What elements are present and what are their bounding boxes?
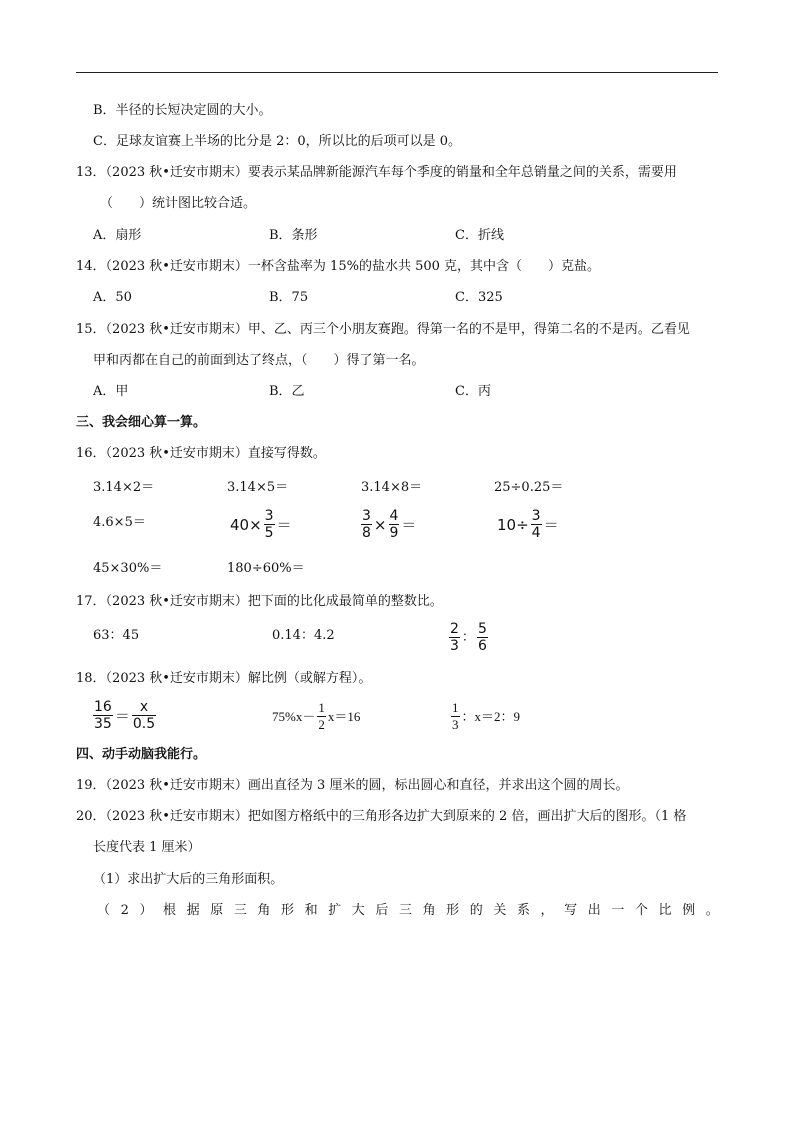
numerator: 3	[362, 508, 371, 524]
q20-sub-2-char: （	[97, 903, 111, 918]
q13-stem-line1: 13．（2023 秋•迁安市期末）要表示某品牌新能源汽车每个季度的销量和全年总销量之间的关系，需要用	[76, 165, 677, 180]
q15-option-b: B．乙	[269, 384, 305, 399]
q13-option-c: C．折线	[455, 228, 504, 243]
q14-option-a: A．50	[93, 290, 132, 305]
q16-item-2: 3.14×5＝	[227, 480, 289, 495]
section-3-heading: 三、我会细心算一算。	[76, 415, 207, 430]
numerator: 3	[264, 508, 274, 524]
q13-option-a: A．扇形	[93, 228, 142, 243]
q17-item-3-fraction-1	[449, 622, 460, 653]
q20-sub-2-char: 角	[422, 903, 436, 918]
q14-option-b: B．75	[269, 290, 309, 305]
q17-item-3-separator: ：	[461, 629, 475, 645]
denominator: 4	[531, 525, 541, 541]
denominator: 9	[389, 525, 399, 541]
q20-sub-2-char: 三	[398, 903, 412, 918]
q18-item-1-equals: ＝	[114, 706, 130, 725]
q20-sub-2	[97, 903, 719, 919]
q20-sub-2-char: 角	[257, 903, 271, 918]
q16-item-4: 25÷0.25＝	[494, 480, 564, 495]
q20-sub-2-char: 三	[233, 903, 247, 918]
q16-stem: 16．（2023 秋•迁安市期末）直接写得数。	[76, 446, 326, 461]
q20-sub-2-char: 的	[469, 903, 483, 918]
q18-stem: 18．（2023 秋•迁安市期末）解比例（或解方程）。	[76, 671, 372, 686]
q16-item-5: 4.6×5＝	[93, 515, 146, 530]
q14-option-c: C．325	[455, 290, 503, 305]
q15-option-c: C．丙	[455, 384, 491, 399]
denominator: 5	[264, 525, 274, 541]
q16-item-3: 3.14×8＝	[361, 480, 423, 495]
q17-item-1: 63：45	[93, 628, 140, 643]
q16-item-1: 3.14×2＝	[93, 480, 155, 495]
q20-sub-2-char: 关	[493, 903, 507, 918]
q20-stem-line2: 长度代表 1 厘米）	[93, 840, 201, 855]
numerator: 16	[94, 699, 112, 715]
q17-item-3-fraction-2	[477, 622, 488, 653]
q18-item-2	[272, 701, 360, 732]
q20-sub-2-char: ，	[540, 903, 554, 918]
q20-sub-2-char: 比	[658, 903, 672, 918]
q16-item-8-prefix: 10÷	[497, 515, 529, 534]
q13-stem-line2: （ ）统计图比较合适。	[100, 196, 257, 211]
numerator: 5	[477, 621, 487, 637]
q16-item-9: 45×30%＝	[93, 561, 163, 576]
q16-item-8	[497, 509, 559, 540]
denominator: 8	[362, 525, 371, 541]
q14-stem: 14．（2023 秋•迁安市期末）一杯含盐率为 15%的盐水共 500 克，其中含（ ）克盐。	[76, 259, 601, 274]
q16-item-8-fraction	[531, 509, 542, 540]
q18-item-1-fraction-2	[132, 700, 156, 731]
q20-sub-2-char: 形	[446, 903, 460, 918]
q18-item-3	[451, 701, 520, 732]
q16-item-6	[230, 509, 292, 540]
q16-item-8-suffix: ＝	[543, 515, 559, 534]
denominator: 35	[94, 716, 112, 732]
q16-item-7-operator: ×	[373, 515, 387, 534]
denominator: 3	[450, 638, 459, 654]
q20-sub-2-char: 。	[705, 903, 719, 918]
q18-item-1-fraction-1	[93, 700, 113, 731]
q15-stem-line1: 15．（2023 秋•迁安市期末）甲、乙、丙三个小朋友赛跑。得第一名的不是甲，得第二名的不是丙。乙看见	[76, 322, 690, 337]
q20-sub-2-char: 据	[186, 903, 200, 918]
q16-item-7-fraction-1	[361, 509, 372, 540]
q16-item-10: 180÷60%＝	[227, 561, 305, 576]
q16-item-6-fraction	[264, 509, 275, 540]
q20-sub-2-char: 后	[375, 903, 389, 918]
denominator: 6	[477, 638, 487, 654]
q20-sub-2-char: 系	[516, 903, 530, 918]
numerator: x	[139, 699, 149, 715]
q20-sub-2-char: 原	[210, 903, 224, 918]
numerator: 3	[531, 508, 541, 524]
q16-item-7-suffix: ＝	[401, 515, 417, 534]
q20-sub-2-char: 2	[120, 903, 129, 918]
section-4-heading: 四、动手动脑我能行。	[76, 747, 207, 762]
denominator: 2	[318, 717, 325, 732]
q18-item-2-fraction	[317, 701, 326, 732]
q20-sub-2-char: 例	[682, 903, 696, 918]
q16-item-7-fraction-2	[389, 509, 400, 540]
q20-stem-line1: 20．（2023 秋•迁安市期末）把如图方格纸中的三角形各边扩大到原来的 2 倍，画出扩大后的图形。（1 格	[76, 809, 687, 824]
q20-sub-2-char: ）	[139, 903, 153, 918]
q18-item-2-prefix: 75%x－	[272, 708, 316, 724]
q20-sub-2-char: 个	[634, 903, 648, 918]
q20-sub-2-char: 出	[587, 903, 601, 918]
numerator: 1	[452, 700, 459, 715]
denominator: 3	[452, 717, 459, 732]
q19-stem: 19．（2023 秋•迁安市期末）画出直径为 3 厘米的圆，标出圆心和直径，并求出这个圆的周长。	[76, 778, 629, 793]
q20-sub-2-char: 形	[281, 903, 295, 918]
q15-stem-line2: 甲和丙都在自己的前面到达了终点，（ ）得了第一名。	[93, 353, 425, 368]
numerator: 4	[389, 508, 399, 524]
q16-item-7	[361, 509, 416, 540]
q13-option-b: B．条形	[269, 228, 318, 243]
q20-sub-2-char: 根	[163, 903, 177, 918]
numerator: 1	[318, 700, 325, 715]
q12-option-c: C．足球友谊赛上半场的比分是 2：0，所以比的后项可以是 0。	[93, 134, 462, 149]
q12-option-b: B．半径的长短决定圆的大小。	[93, 103, 272, 118]
q16-item-6-suffix: ＝	[276, 515, 292, 534]
q20-sub-2-char: 大	[351, 903, 365, 918]
q18-item-2-suffix: x＝16	[327, 708, 361, 724]
q20-sub-2-char: 和	[304, 903, 318, 918]
q20-sub-2-char: 一	[611, 903, 625, 918]
denominator: 0.5	[132, 716, 156, 732]
q17-stem: 17．（2023 秋•迁安市期末）把下面的比化成最简单的整数比。	[76, 594, 443, 609]
q18-item-1	[93, 700, 156, 731]
q20-sub-2-char: 写	[564, 903, 578, 918]
numerator: 2	[450, 621, 459, 637]
q18-item-3-fraction	[451, 701, 460, 732]
q20-sub-1: （1）求出扩大后的三角形面积。	[93, 872, 284, 887]
q20-sub-2-char: 扩	[328, 903, 342, 918]
header-rule	[76, 72, 718, 73]
q17-item-2: 0.14：4.2	[272, 628, 335, 643]
q15-option-a: A．甲	[93, 384, 129, 399]
q17-item-3	[449, 622, 488, 653]
q16-item-6-prefix: 40×	[230, 515, 262, 534]
q18-item-3-suffix: ：x＝2：9	[461, 708, 521, 724]
